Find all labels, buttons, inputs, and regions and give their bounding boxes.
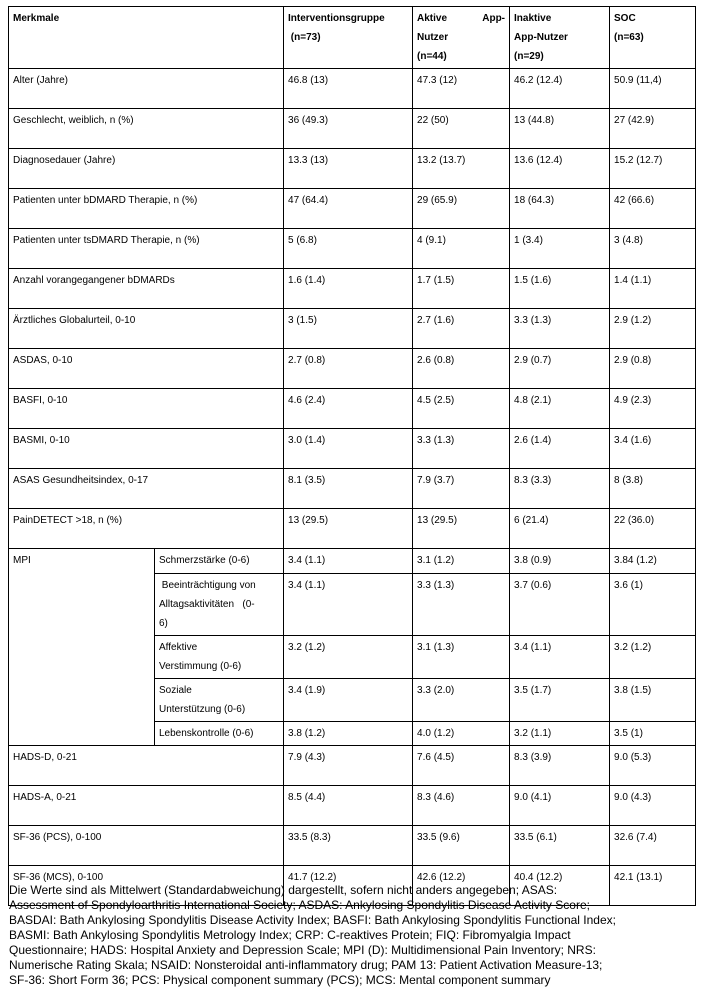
cell-value: 3.3 (1.3) [510, 309, 610, 349]
cell-value: 3.4 (1.1) [284, 549, 413, 574]
row-label: Diagnosedauer (Jahre) [9, 149, 284, 189]
footnote-line: SF-36: Short Form 36; PCS: Physical component summary (PCS); MCS: Mental component summary [9, 973, 551, 987]
cell-value: 3.2 (1.2) [284, 636, 413, 679]
cell-value: 36 (49.3) [284, 109, 413, 149]
cell-value: 27 (42.9) [610, 109, 696, 149]
cell-value: 9.0 (4.3) [610, 786, 696, 826]
cell-value: 41.7 (12.2) [284, 866, 413, 906]
cell-value: 50.9 (11,4) [610, 69, 696, 109]
cell-value: 42.6 (12.2) [413, 866, 510, 906]
cell-value: 2.7 (0.8) [284, 349, 413, 389]
cell-value: 22 (50) [413, 109, 510, 149]
table-row [9, 349, 696, 389]
row-label: BASFI, 0-10 [9, 389, 284, 429]
table-row [9, 229, 696, 269]
characteristics-table [8, 6, 696, 906]
table-row [9, 786, 696, 826]
cell-value: 3.4 (1.6) [610, 429, 696, 469]
mpi-sub-label: Lebenskontrolle (0-6) [155, 722, 284, 746]
cell-value: 1.7 (1.5) [413, 269, 510, 309]
header-intervention: Interventionsgruppe (n=73) [284, 7, 413, 69]
cell-value: 8.3 (3.3) [510, 469, 610, 509]
cell-value: 4.5 (2.5) [413, 389, 510, 429]
cell-value: 2.7 (1.6) [413, 309, 510, 349]
row-label: HADS-D, 0-21 [9, 746, 284, 786]
cell-value: 1.5 (1.6) [510, 269, 610, 309]
header-aktive: Aktive App- Nutzer (n=44) [413, 7, 510, 69]
cell-value: 47.3 (12) [413, 69, 510, 109]
cell-value: 7.6 (4.5) [413, 746, 510, 786]
cell-value: 40.4 (12.2) [510, 866, 610, 906]
row-label: Ärztliches Globalurteil, 0-10 [9, 309, 284, 349]
cell-value: 13.3 (13) [284, 149, 413, 189]
row-label: SF-36 (PCS), 0-100 [9, 826, 284, 866]
cell-value: 1 (3.4) [510, 229, 610, 269]
cell-value: 8.3 (4.6) [413, 786, 510, 826]
cell-value: 33.5 (8.3) [284, 826, 413, 866]
cell-value: 2.9 (0.7) [510, 349, 610, 389]
table-row [9, 309, 696, 349]
cell-value: 8.1 (3.5) [284, 469, 413, 509]
footnote-line: BASMI: Bath Ankylosing Spondylitis Metrology Index; CRP: C-reaktives Protein; FIQ: Fibromyalgia Impact [9, 928, 571, 942]
cell-value: 7.9 (4.3) [284, 746, 413, 786]
cell-value: 13.2 (13.7) [413, 149, 510, 189]
header-inaktive: Inaktive App-Nutzer (n=29) [510, 7, 610, 69]
cell-value: 3.1 (1.2) [413, 549, 510, 574]
cell-value: 3.3 (1.3) [413, 429, 510, 469]
cell-value: 46.8 (13) [284, 69, 413, 109]
cell-value: 13.6 (12.4) [510, 149, 610, 189]
table-row [9, 469, 696, 509]
cell-value: 42.1 (13.1) [610, 866, 696, 906]
cell-value: 3.6 (1) [610, 574, 696, 636]
table-row [9, 389, 696, 429]
cell-value: 4.9 (2.3) [610, 389, 696, 429]
table-row [9, 826, 696, 866]
cell-value: 3.8 (1.2) [284, 722, 413, 746]
row-label: BASMI, 0-10 [9, 429, 284, 469]
table-row [9, 509, 696, 549]
cell-value: 3.1 (1.3) [413, 636, 510, 679]
row-label: PainDETECT >18, n (%) [9, 509, 284, 549]
cell-value: 4 (9.1) [413, 229, 510, 269]
cell-value: 47 (64.4) [284, 189, 413, 229]
row-label: Patienten unter tsDMARD Therapie, n (%) [9, 229, 284, 269]
cell-value: 13 (29.5) [413, 509, 510, 549]
table-row [9, 149, 696, 189]
mpi-sub-label: Schmerzstärke (0-6) [155, 549, 284, 574]
cell-value: 7.9 (3.7) [413, 469, 510, 509]
cell-value: 5 (6.8) [284, 229, 413, 269]
table-row [9, 429, 696, 469]
cell-value: 2.6 (0.8) [413, 349, 510, 389]
cell-value: 3 (4.8) [610, 229, 696, 269]
footnote-line: Numerische Rating Skala; NSAID: Nonsteroidal anti-inflammatory drug; PAM 13: Patient Activation Measure-13; [9, 958, 603, 972]
cell-value: 3 (1.5) [284, 309, 413, 349]
cell-value: 46.2 (12.4) [510, 69, 610, 109]
table-row [9, 189, 696, 229]
cell-value: 9.0 (4.1) [510, 786, 610, 826]
cell-value: 4.0 (1.2) [413, 722, 510, 746]
cell-value: 33.5 (6.1) [510, 826, 610, 866]
cell-value: 6 (21.4) [510, 509, 610, 549]
cell-value: 3.2 (1.2) [610, 636, 696, 679]
table-row-mpi [9, 549, 696, 574]
table-row [9, 746, 696, 786]
footnote-line: Assessment of Spondyloarthritis International Society; ASDAS: Ankylosing Spondylitis Disease Activity Score; [9, 898, 590, 912]
cell-value: 3.84 (1.2) [610, 549, 696, 574]
table-header-row [9, 7, 696, 69]
cell-value: 15.2 (12.7) [610, 149, 696, 189]
cell-value: 8.3 (3.9) [510, 746, 610, 786]
table-row [9, 109, 696, 149]
cell-value: 3.5 (1.7) [510, 679, 610, 722]
cell-value: 4.6 (2.4) [284, 389, 413, 429]
footnote-line: Die Werte sind als Mittelwert (Standardabweichung) dargestellt, sofern nicht anders angegeben; ASAS: [9, 883, 558, 897]
row-label: Geschlecht, weiblich, n (%) [9, 109, 284, 149]
cell-value: 1.4 (1.1) [610, 269, 696, 309]
cell-value: 18 (64.3) [510, 189, 610, 229]
mpi-label: MPI [9, 549, 155, 746]
cell-value: 3.4 (1.1) [284, 574, 413, 636]
cell-value: 22 (36.0) [610, 509, 696, 549]
table-footnote [9, 883, 693, 988]
cell-value: 3.7 (0.6) [510, 574, 610, 636]
cell-value: 2.9 (1.2) [610, 309, 696, 349]
cell-value: 13 (29.5) [284, 509, 413, 549]
cell-value: 32.6 (7.4) [610, 826, 696, 866]
cell-value: 3.2 (1.1) [510, 722, 610, 746]
mpi-sub-label: Beeinträchtigung von Alltagsaktivitäten (0- 6) [155, 574, 284, 636]
mpi-sub-label: Affektive Verstimmung (0-6) [155, 636, 284, 679]
footnote-line: Questionnaire; HADS: Hospital Anxiety and Depression Scale; MPI (D): Multidimensional Pain Inventory; NRS: [9, 943, 596, 957]
cell-value: 3.4 (1.9) [284, 679, 413, 722]
cell-value: 9.0 (5.3) [610, 746, 696, 786]
cell-value: 29 (65.9) [413, 189, 510, 229]
header-merkmale: Merkmale [9, 7, 284, 69]
row-label: Anzahl vorangegangener bDMARDs [9, 269, 284, 309]
cell-value: 2.6 (1.4) [510, 429, 610, 469]
footnote-line: BASDAI: Bath Ankylosing Spondylitis Disease Activity Index; BASFI: Bath Ankylosing Spondylitis Functional Index; [9, 913, 616, 927]
cell-value: 13 (44.8) [510, 109, 610, 149]
cell-value: 2.9 (0.8) [610, 349, 696, 389]
cell-value: 8 (3.8) [610, 469, 696, 509]
cell-value: 3.3 (2.0) [413, 679, 510, 722]
cell-value: 33.5 (9.6) [413, 826, 510, 866]
row-label: SF-36 (MCS), 0-100 [9, 866, 284, 906]
row-label: ASDAS, 0-10 [9, 349, 284, 389]
row-label: ASAS Gesundheitsindex, 0-17 [9, 469, 284, 509]
header-soc: SOC (n=63) [610, 7, 696, 69]
cell-value: 3.8 (0.9) [510, 549, 610, 574]
cell-value: 42 (66.6) [610, 189, 696, 229]
table-row [9, 69, 696, 109]
row-label: HADS-A, 0-21 [9, 786, 284, 826]
cell-value: 3.3 (1.3) [413, 574, 510, 636]
cell-value: 3.0 (1.4) [284, 429, 413, 469]
cell-value: 3.5 (1) [610, 722, 696, 746]
cell-value: 8.5 (4.4) [284, 786, 413, 826]
table-row [9, 269, 696, 309]
cell-value: 3.4 (1.1) [510, 636, 610, 679]
row-label: Patienten unter bDMARD Therapie, n (%) [9, 189, 284, 229]
cell-value: 4.8 (2.1) [510, 389, 610, 429]
row-label: Alter (Jahre) [9, 69, 284, 109]
cell-value: 3.8 (1.5) [610, 679, 696, 722]
cell-value: 1.6 (1.4) [284, 269, 413, 309]
mpi-sub-label: Soziale Unterstützung (0-6) [155, 679, 284, 722]
